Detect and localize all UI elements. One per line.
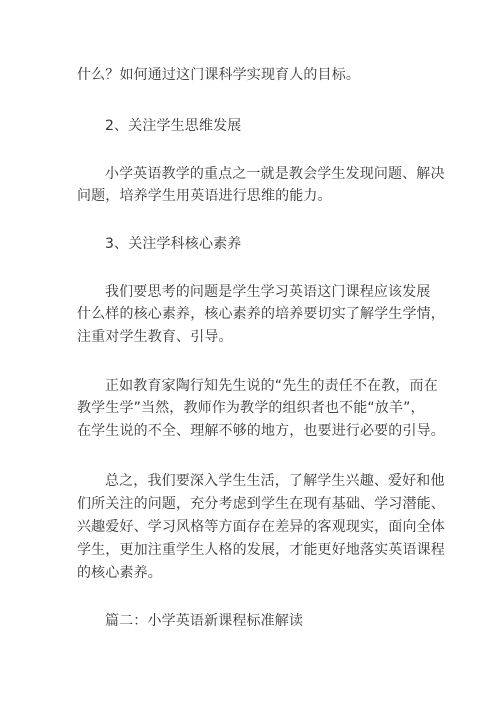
paragraph-line: 教学生学”当然，教师作为教学的组织者也不能“放羊”， xyxy=(77,400,425,416)
paragraph-line: 总之，我们要深入学生生活，了解学生兴趣、爱好和他 xyxy=(105,473,445,489)
paragraph-line: 兴趣爱好、学习风格等方面存在差异的客观现实，面向全体 xyxy=(77,519,445,535)
paragraph-line: 什么样的核心素养，核心素养的培养要切实了解学生学情， xyxy=(77,306,445,322)
paragraph-line: 我们要思考的问题是学生学习英语这门课程应该发展 xyxy=(105,284,431,300)
paragraph-line: 问题，培养学生用英语进行思维的能力。 xyxy=(77,188,332,204)
paragraph-line: 正如教育家陶行知先生说的“先生的责任不在教，而在 xyxy=(105,378,438,394)
paragraph-line: 的核心素养。 xyxy=(77,565,162,581)
section-heading: 2、关注学生思维发展 xyxy=(105,118,242,134)
section-heading: 3、关注学科核心素养 xyxy=(105,236,242,252)
paragraph-line: 们所关注的问题，充分考虑到学生在现有基础、学习潜能、 xyxy=(77,496,445,512)
paragraph-line: 小学英语教学的重点之一就是教会学生发现问题、解决 xyxy=(105,166,445,182)
paragraph-line: 学生，更加注重学生人格的发展，才能更好地落实英语课程 xyxy=(77,542,445,558)
article-heading: 篇二：小学英语新课程标准解读 xyxy=(105,613,304,629)
paragraph-line: 什么？如何通过这门课科学实现育人的目标。 xyxy=(77,67,360,83)
paragraph-line: 在学生说的不全、理解不够的地方，也要进行必要的引导。 xyxy=(77,423,445,439)
paragraph-line: 注重对学生教育、引导。 xyxy=(77,329,233,345)
